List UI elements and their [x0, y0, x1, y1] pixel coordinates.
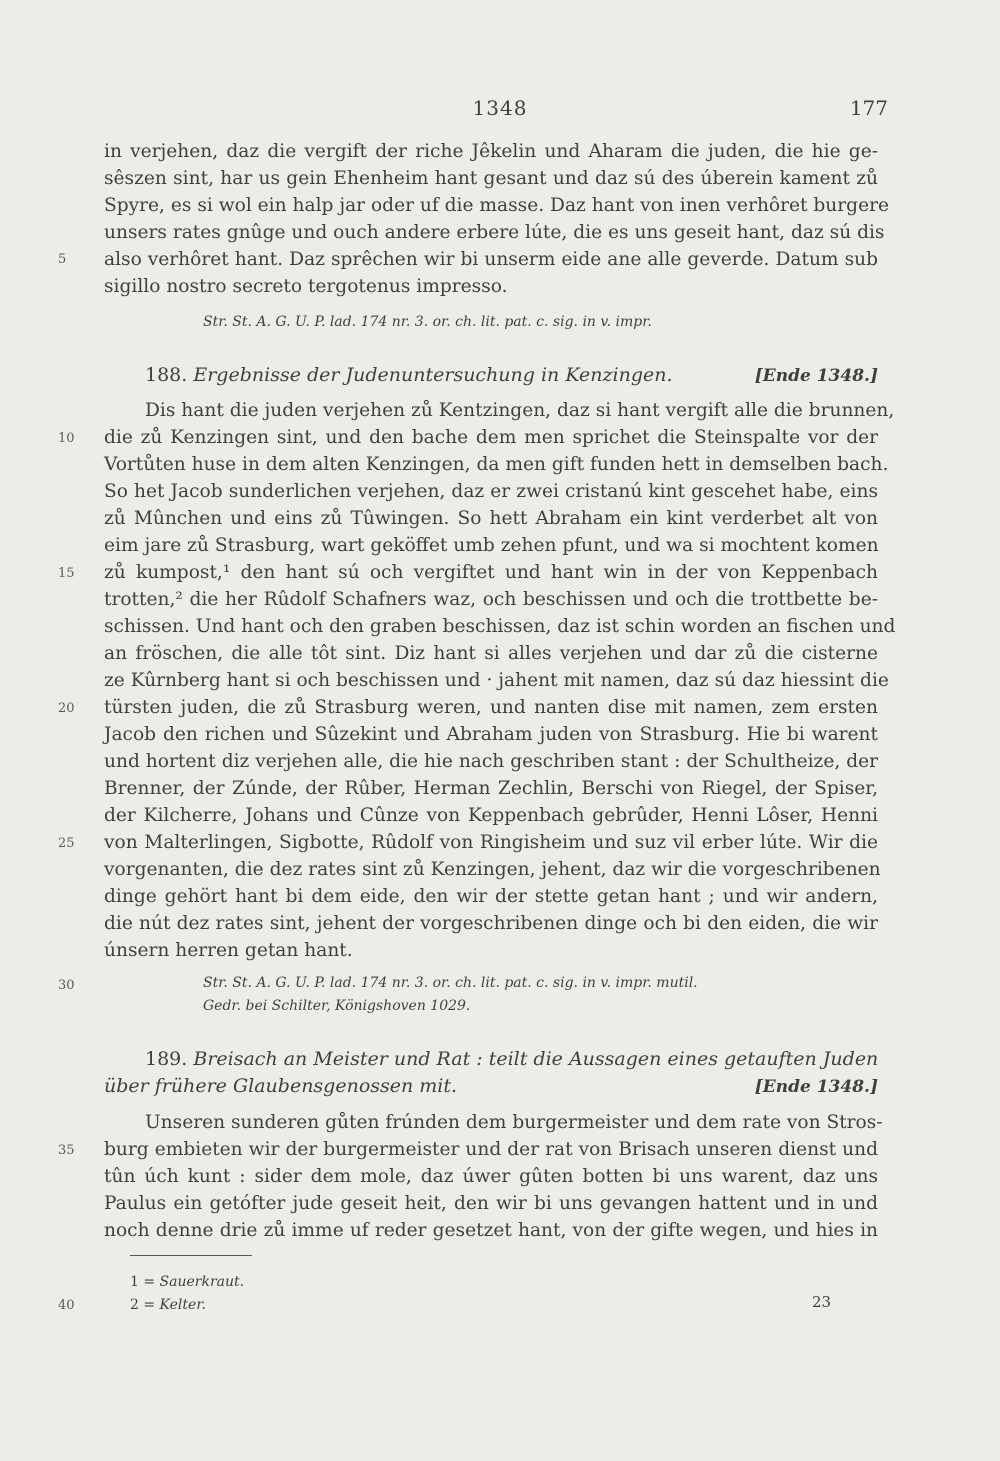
footnote-text: = Sauerkraut. — [143, 1274, 245, 1290]
doc-title: über frühere Glaubensgenossen mit. — [104, 1075, 458, 1097]
doc-189-heading — [145, 1048, 878, 1070]
footnote-rule — [130, 1255, 252, 1256]
text-line: dinge gehört hant bi dem eide, den wir der stette getan hant ; und wir andern, — [104, 886, 878, 907]
text-line: sêszen sint, har us gein Ehenheim hant gesant und daz sú des úberein kament zů — [104, 168, 878, 189]
text-line: von Malterlingen, Sigbotte, Rûdolf von Ringisheim und suz vil erber lúte. Wir die — [104, 832, 878, 853]
text-line: noch denne drie zů imme uf reder gesetzet hant, von der gifte wegen, und hies in — [104, 1220, 878, 1241]
doc-number: 189. — [145, 1048, 188, 1070]
text-line: Jacob den richen und Sûzekint und Abraham juden von Strasburg. Hie bi warent — [104, 724, 878, 745]
doc-188-date: [Ende 1348.] — [754, 366, 878, 386]
line-number: 15 — [58, 566, 75, 581]
line-number: 20 — [58, 701, 75, 716]
line-number: 30 — [58, 978, 75, 993]
footnote-text: = Kelter. — [143, 1297, 206, 1313]
text-line: Dis hant die juden verjehen zů Kentzingen, daz si hant vergift alle die brunnen, — [145, 400, 895, 421]
text-line: Spyre, es si wol ein halp jar oder uf die masse. Daz hant von inen verhôret burgere — [104, 195, 889, 216]
footnote — [130, 1297, 206, 1313]
edition-note: Gedr. bei Schilter, Königshoven 1029. — [203, 998, 471, 1014]
text-line: in verjehen, daz die vergift der riche Jêkelin und Aharam die juden, die hie ge- — [104, 141, 878, 162]
doc-188-heading — [145, 364, 673, 386]
text-line: türsten juden, die zů Strasburg weren, und nanten dise mit namen, zem ersten — [104, 697, 878, 718]
text-line: die zů Kenzingen sint, und den bache dem men sprichet die Steinspalte vor der — [104, 427, 878, 448]
text-line: únsern herren getan hant. — [104, 940, 353, 961]
doc-number: 188. — [145, 364, 188, 386]
source-note: Str. St. A. G. U. P. lad. 174 nr. 3. or. ch. lit. pat. c. sig. in v. impr. mutil. — [203, 975, 698, 991]
header-year: 1348 — [472, 96, 528, 120]
text-line: und hortent diz verjehen alle, die hie nach geschriben stant : der Schultheize, der — [104, 751, 878, 772]
text-line: burg embieten wir der burgermeister und der rat von Brisach unseren dienst und — [104, 1139, 878, 1160]
footnote-mark: 2 — [130, 1297, 139, 1313]
text-line: zů kumpost,¹ den hant sú och vergiftet und hant win in der von Keppenbach — [104, 562, 878, 583]
text-line: Unseren sunderen gůten frúnden dem burgermeister und dem rate von Stros- — [145, 1112, 883, 1133]
footnote-mark: 1 — [130, 1274, 139, 1290]
source-note: Str. St. A. G. U. P. lad. 174 nr. 3. or. ch. lit. pat. c. sig. in v. impr. — [203, 314, 652, 330]
text-line: Paulus ein getófter jude geseit heit, den wir bi uns gevangen hattent und in und — [104, 1193, 878, 1214]
text-line: sigillo nostro secreto tergotenus impresso. — [104, 276, 508, 297]
text-line: vorgenanten, die dez rates sint zů Kenzingen, jehent, daz wir die vorgeschribenen — [104, 859, 881, 880]
line-number: 35 — [58, 1143, 75, 1158]
text-line: trotten,² die her Rûdolf Schafners waz, och beschissen und och die trottbette be- — [104, 589, 878, 610]
text-line: tûn úch kunt : sider dem mole, daz úwer gûten botten bi uns warent, daz uns — [104, 1166, 878, 1187]
line-number: 10 — [58, 431, 75, 446]
footnote — [130, 1274, 244, 1290]
text-line: So het Jacob sunderlichen verjehen, daz er zwei cristanú kint gescehet habe, eins — [104, 481, 878, 502]
text-line: ze Kûrnberg hant si och beschissen und · jahent mit namen, daz sú daz hiessint die — [104, 670, 889, 691]
line-number: 25 — [58, 836, 75, 851]
line-number: 40 — [58, 1298, 75, 1313]
doc-189-date: [Ende 1348.] — [754, 1077, 878, 1097]
header-page-number: 177 — [849, 96, 888, 120]
doc-189-heading-cont — [104, 1075, 457, 1097]
printer-signature: 23 — [812, 1293, 832, 1311]
text-line: schissen. Und hant och den graben beschissen, daz ist schin worden an fischen und — [104, 616, 896, 637]
text-line: die nút dez rates sint, jehent der vorgeschribenen dinge och bi den eiden, die wir — [104, 913, 878, 934]
text-line: also verhôret hant. Daz sprêchen wir bi unserm eide ane alle geverde. Datum sub — [104, 249, 878, 270]
text-line: zů Mûnchen und eins zů Tûwingen. So hett Abraham ein kint verderbet alt von — [104, 508, 878, 529]
doc-title: Ergebnisse der Judenuntersuchung in Kenzingen. — [193, 364, 673, 386]
text-line: der Kilcherre, Johans und Cûnze von Keppenbach gebrûder, Henni Lôser, Henni — [104, 805, 878, 826]
line-number: 5 — [58, 252, 67, 267]
doc-title: Breisach an Meister und Rat : teilt die Aussagen eines getauften Juden — [193, 1048, 879, 1070]
text-line: unsers rates gnûge und ouch andere erbere lúte, die es uns geseit hant, daz sú dis — [104, 222, 885, 243]
text-line: an fröschen, die alle tôt sint. Diz hant si alles verjehen und dar zů die cisterne — [104, 643, 878, 664]
text-line: Vortůten huse in dem alten Kenzingen, da men gift funden hett in demselben bach. — [104, 454, 889, 475]
text-line: eim jare zů Strasburg, wart geköffet umb zehen pfunt, und wa si mochtent komen — [104, 535, 879, 556]
text-line: Brenner, der Zúnde, der Rûber, Herman Zechlin, Berschi von Riegel, der Spiser, — [104, 778, 878, 799]
